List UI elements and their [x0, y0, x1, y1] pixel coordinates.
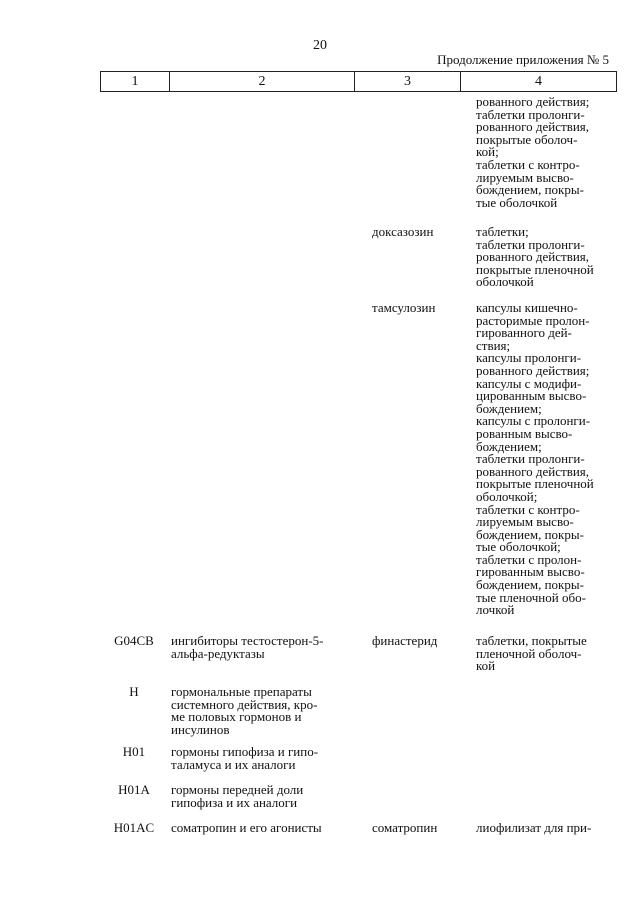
- atc-code-cell: H: [129, 684, 139, 699]
- page-number: 20: [313, 38, 327, 53]
- group-name-cell: гормоны передней доли гипофиза и их аналоги: [171, 782, 304, 810]
- header-col-3: 3: [354, 72, 460, 91]
- group-name-cell: гормоны гипофиза и гипо- таламуса и их аналоги: [171, 744, 319, 772]
- atc-code-cell: H01AC: [113, 820, 155, 835]
- header-col-2: 2: [169, 72, 354, 91]
- drug-name-cell: финастерид: [372, 633, 438, 648]
- dosage-forms-cell: таблетки, покрытые пленочной оболоч- кой: [476, 633, 587, 674]
- dosage-forms-cell: капсулы кишечно- расторимые пролон- гированного дей- ствия; капсулы пролонги- рованного действия; капсулы с модифи- цированным высво- бождением; капсулы с пролонги- рованным высво- бождением; таблетки пролонги- рованного действия, покрытые пленочной оболочкой; таблетки с контро- лируемым высво- бождением, покры- тые оболочкой; таблетки с пролон- гированным высво- бождением, покры- тые пленочной обо- лочкой: [476, 300, 594, 618]
- atc-code-cell: H01: [122, 744, 146, 759]
- group-name-cell: гормональные препараты системного действия, кро- ме половых гормонов и инсулинов: [171, 684, 318, 737]
- group-name-cell: соматропин и его агонисты: [171, 820, 322, 835]
- continuation-note: Продолжение приложения № 5: [437, 52, 609, 67]
- atc-code-cell: H01A: [118, 782, 150, 797]
- drug-name-cell: соматропин: [372, 820, 438, 835]
- group-name-cell: ингибиторы тестостерон-5- альфа-редуктазы: [171, 633, 324, 661]
- dosage-forms-cell: рованного действия; таблетки пролонги- рованного действия, покрытые оболоч- кой; таблетки с контро- лируемым высво- бождением, покры- тые оболочкой: [476, 94, 590, 210]
- drug-name-cell: доксазозин: [372, 224, 434, 239]
- dosage-forms-cell: таблетки; таблетки пролонги- рованного действия, покрытые пленочной оболочкой: [476, 224, 594, 290]
- dosage-forms-cell: лиофилизат для при-: [476, 820, 592, 835]
- header-col-4: 4: [460, 72, 616, 91]
- atc-code-cell: G04CB: [114, 633, 154, 648]
- table-header-row: [100, 71, 617, 92]
- drug-name-cell: тамсулозин: [372, 300, 436, 315]
- header-col-1: 1: [131, 74, 139, 89]
